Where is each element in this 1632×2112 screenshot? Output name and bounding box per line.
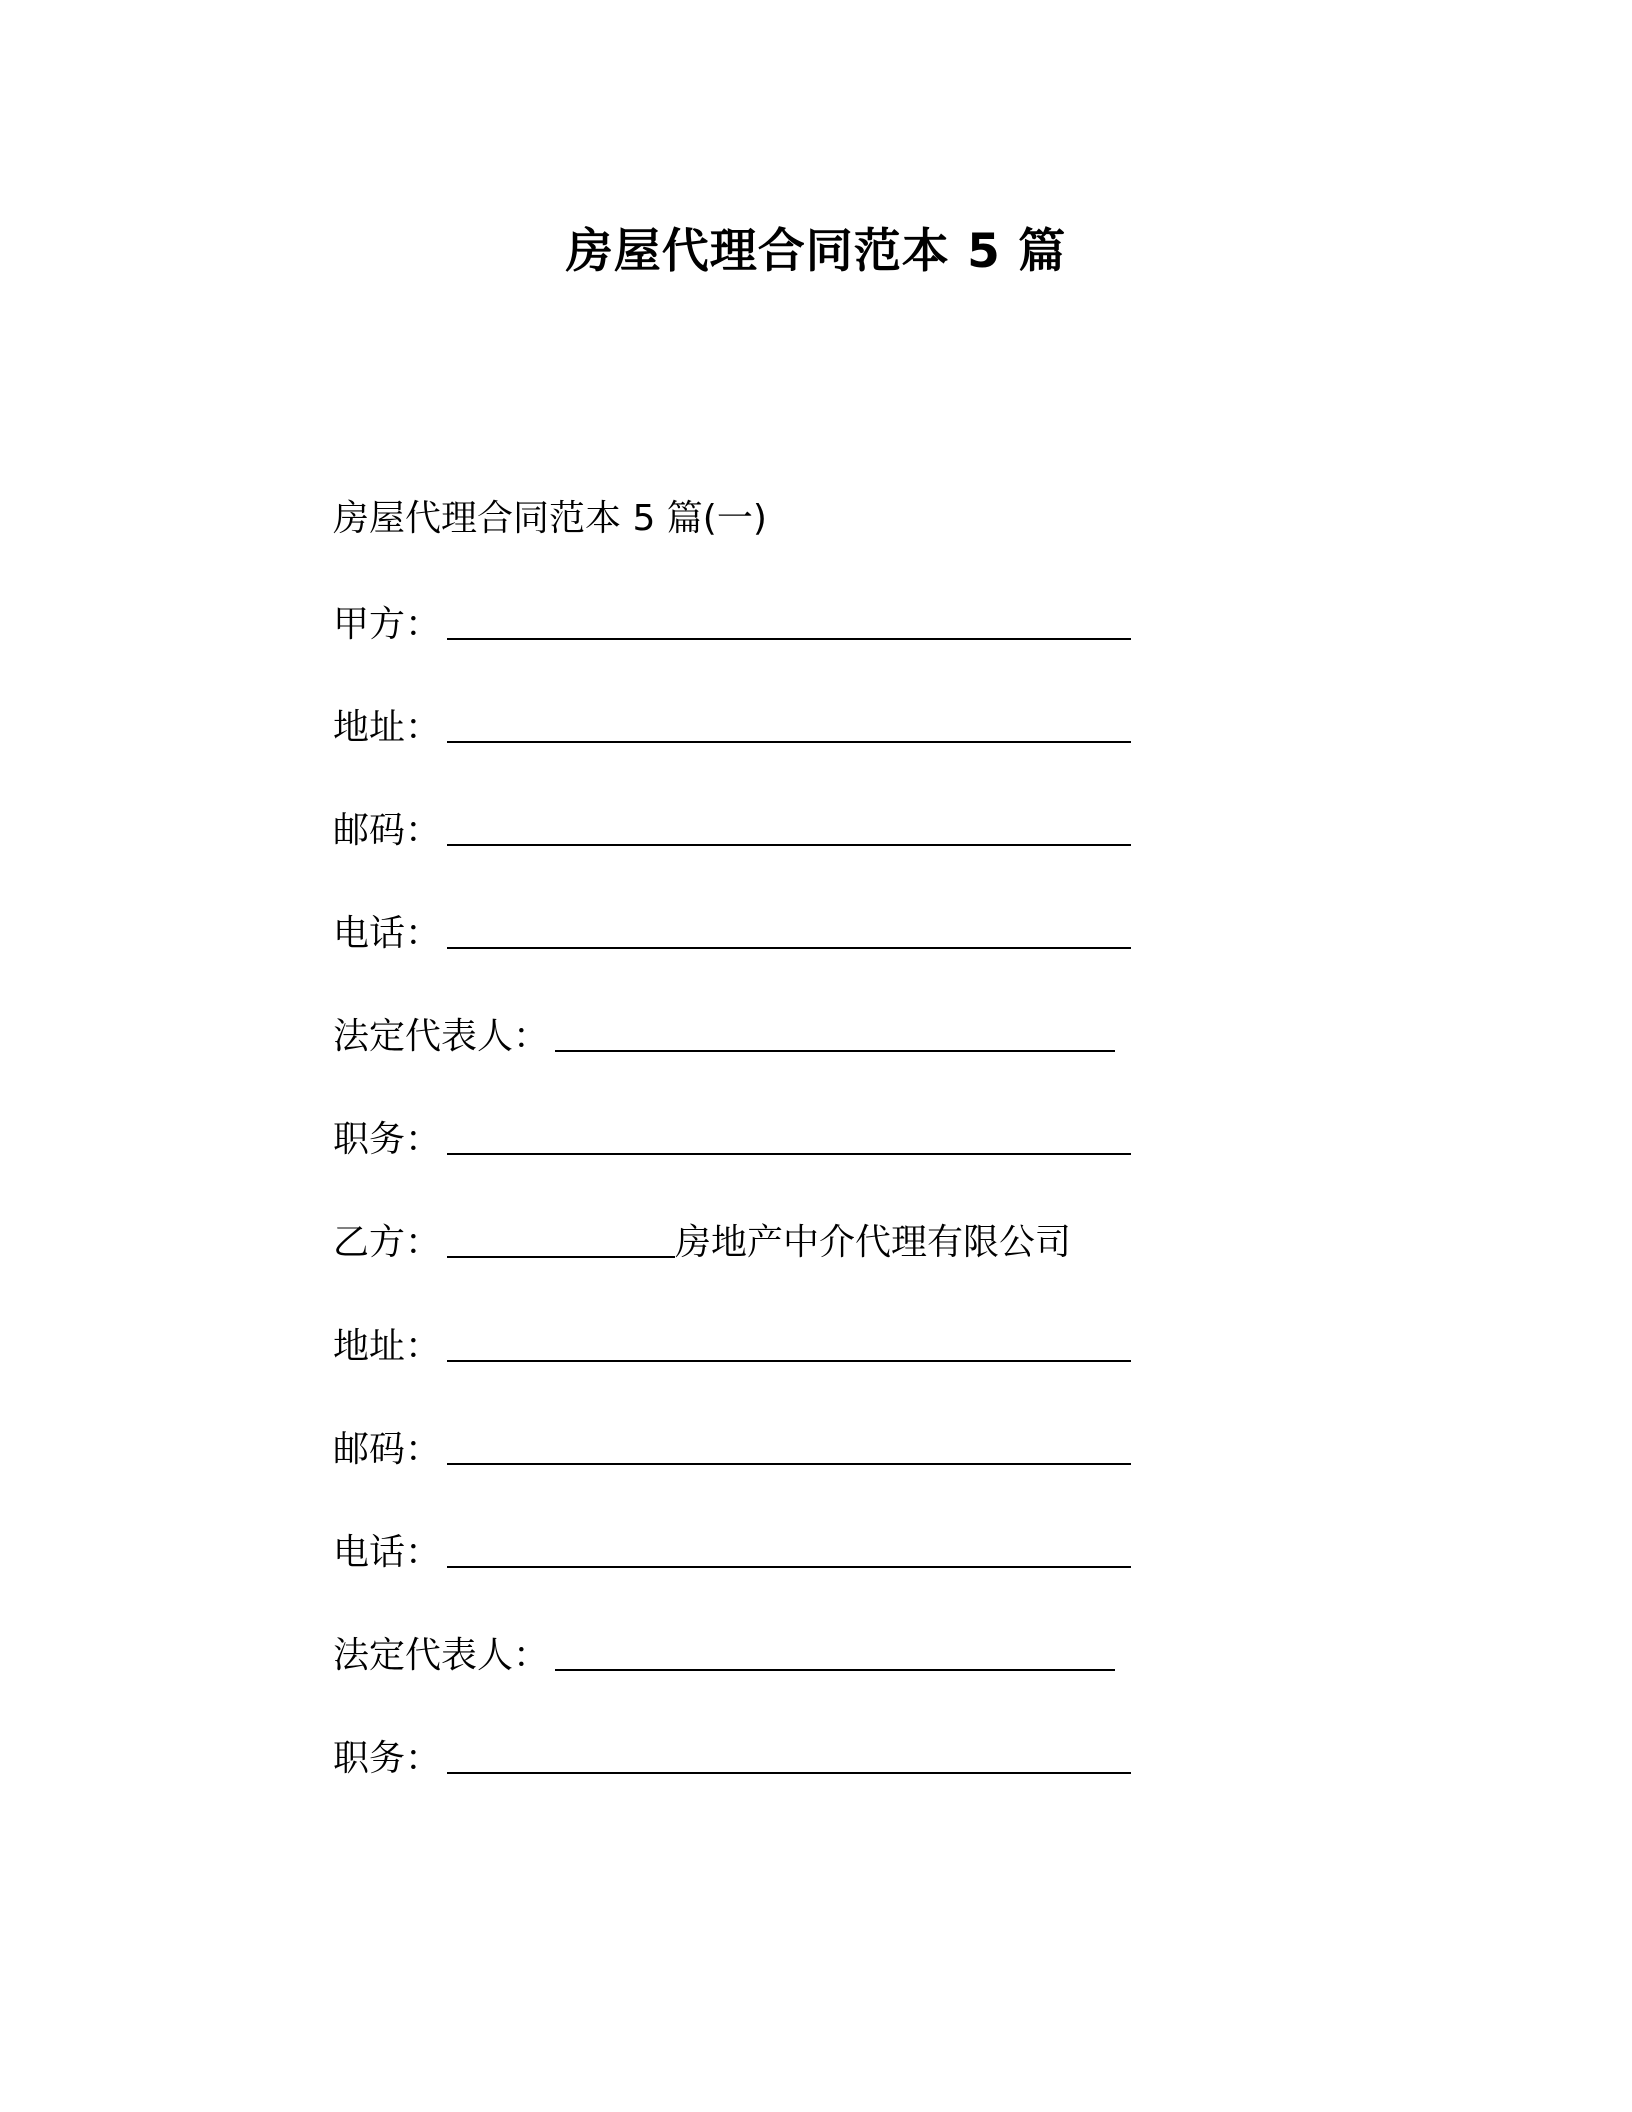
- party-a-name-blank: [447, 600, 1131, 640]
- party-b-position-label: 职务：: [333, 1738, 442, 1779]
- party-b-legal-rep-blank: [555, 1631, 1115, 1671]
- party-a-position-label: 职务：: [333, 1119, 442, 1160]
- party-a-postcode-blank: [447, 806, 1131, 846]
- party-a-legal-rep-row: [333, 1012, 1115, 1062]
- party-a-position-blank: [447, 1115, 1131, 1155]
- party-b-postcode-blank: [447, 1425, 1131, 1465]
- party-a-address-row: [333, 703, 1131, 753]
- party-a-phone-blank: [447, 909, 1131, 949]
- party-a-name-row: [333, 600, 1131, 650]
- party-a-postcode-row: [333, 806, 1131, 856]
- party-b-postcode-row: [333, 1425, 1131, 1475]
- party-b-legal-rep-row: [333, 1631, 1115, 1681]
- party-b-phone-row: [333, 1528, 1131, 1578]
- party-a-position-row: [333, 1115, 1131, 1165]
- party-a-phone-row: [333, 909, 1131, 959]
- party-b-postcode-label: 邮码：: [333, 1429, 442, 1470]
- party-b-address-row: [333, 1322, 1131, 1372]
- party-a-address-label: 地址：: [333, 707, 442, 748]
- party-b-name-label: 乙方：: [333, 1222, 442, 1263]
- party-b-name-row: [333, 1218, 1071, 1268]
- party-a-legal-rep-label: 法定代表人：: [333, 1016, 550, 1057]
- section-heading: 房屋代理合同范本 5 篇(一): [333, 498, 767, 539]
- party-a-postcode-label: 邮码：: [333, 810, 442, 851]
- party-a-address-blank: [447, 703, 1131, 743]
- party-b-position-row: [333, 1734, 1131, 1784]
- party-b-address-blank: [447, 1322, 1131, 1362]
- document-title: 房屋代理合同范本 5 篇: [565, 224, 1067, 279]
- party-b-phone-label: 电话：: [333, 1532, 442, 1573]
- party-b-position-blank: [447, 1734, 1131, 1774]
- party-b-phone-blank: [447, 1528, 1131, 1568]
- party-a-name-label: 甲方：: [333, 604, 442, 645]
- party-b-legal-rep-label: 法定代表人：: [333, 1635, 550, 1676]
- party-a-legal-rep-blank: [555, 1012, 1115, 1052]
- party-a-phone-label: 电话：: [333, 913, 442, 954]
- party-b-address-label: 地址：: [333, 1326, 442, 1367]
- party-b-company-suffix: 房地产中介代理有限公司: [675, 1222, 1072, 1263]
- party-b-name-blank: [447, 1218, 675, 1258]
